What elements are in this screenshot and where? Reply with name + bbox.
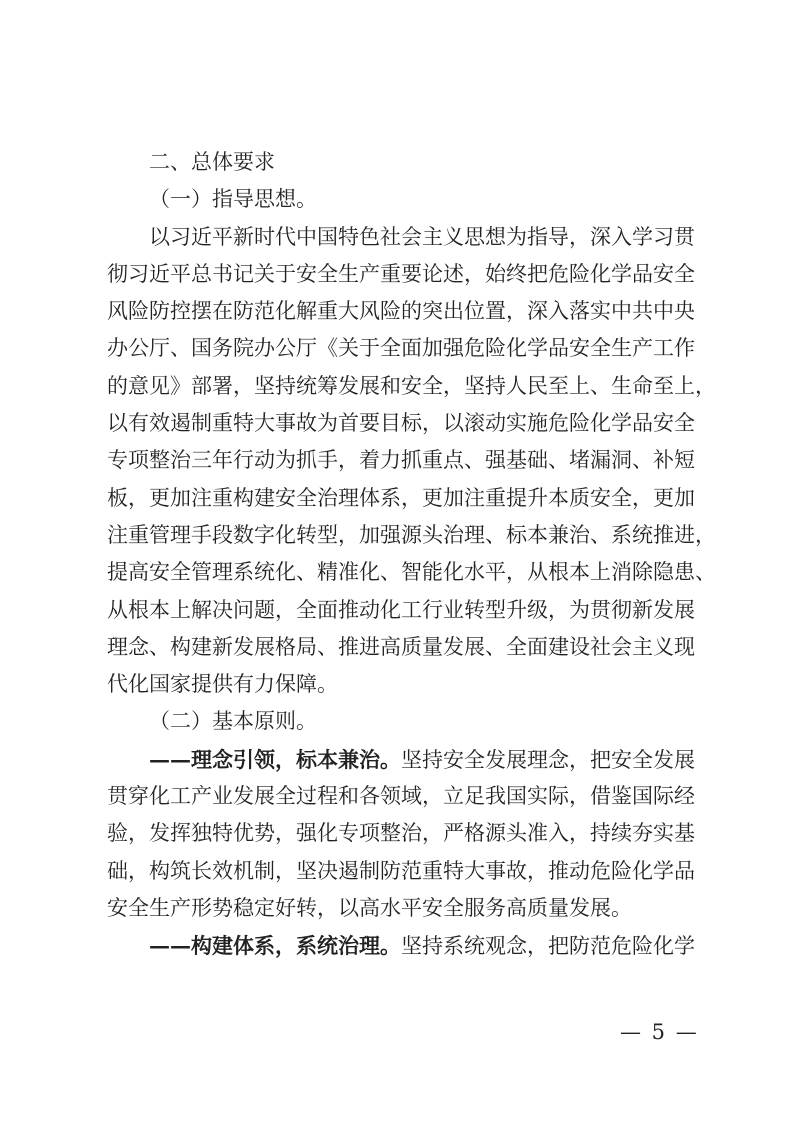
document-page [107,144,716,965]
paragraph-line: 办公厅、国务院办公厅《关于全面加强危险化学品安全生产工作 [107,336,695,361]
paragraph-line: 础，构筑长效机制，坚决遏制防范重特大事故，推动危险化学品 [107,858,695,883]
paragraph-line: 的意见》部署，坚持统筹发展和安全，坚持人民至上、生命至上， [107,373,716,398]
principle-text: 坚持安全发展理念，把安全发展 [401,747,695,772]
paragraph-line: 安全生产形势稳定好转，以高水平安全服务高质量发展。 [107,895,632,920]
principle-title: ——理念引领，标本兼治。 [149,746,401,772]
paragraph-line: 专项整治三年行动为抓手，着力抓重点、强基础、堵漏洞、补短 [107,448,695,473]
paragraph-line: 彻习近平总书记关于安全生产重要论述，始终把危险化学品安全 [107,261,695,286]
paragraph-line: 板，更加注重构建安全治理体系，更加注重提升本质安全，更加 [107,485,695,510]
principle-title: ——构建体系，系统治理。 [149,933,401,959]
paragraph-line: 从根本上解决问题，全面推动化工行业转型升级，为贯彻新发展 [107,597,695,622]
paragraph-principle-2 [107,927,695,964]
paragraph-line: 理念、构建新发展格局、推进高质量发展、全面建设社会主义现 [107,634,695,659]
paragraph-line: 风险防控摆在防范化解重大风险的突出位置，深入落实中共中央 [107,299,695,324]
subsection-heading-basic-principles: （二）基本原则。 [149,709,317,734]
paragraph-guiding-thought [107,219,716,704]
section-heading: 二、总体要求 [149,150,275,174]
subsection-heading-guiding-thought: （一）指导思想。 [149,187,317,212]
page-number: — 5 — [620,1020,699,1044]
paragraph-line: 提高安全管理系统化、精准化、智能化水平，从根本上消除隐患、 [107,560,716,585]
paragraph-line: 以有效遏制重特大事故为首要目标，以滚动实施危险化学品安全 [107,411,695,436]
paragraph-principle-1 [107,741,695,927]
paragraph-line: 注重管理手段数字化转型，加强源头治理、标本兼治、系统推进， [107,522,716,547]
paragraph-line: 以习近平新时代中国特色社会主义思想为指导，深入学习贯 [149,224,695,249]
paragraph-line [107,927,695,964]
paragraph-line [107,741,695,778]
paragraph-line: 验，发挥独特优势，强化专项整治，严格源头准入，持续夯实基 [107,821,695,846]
paragraph-line: 贯穿化工产业发展全过程和各领域，立足我国实际，借鉴国际经 [107,784,695,809]
paragraph-line: 代化国家提供有力保障。 [107,672,338,697]
principle-text: 坚持系统观念，把防范危险化学 [401,934,695,959]
